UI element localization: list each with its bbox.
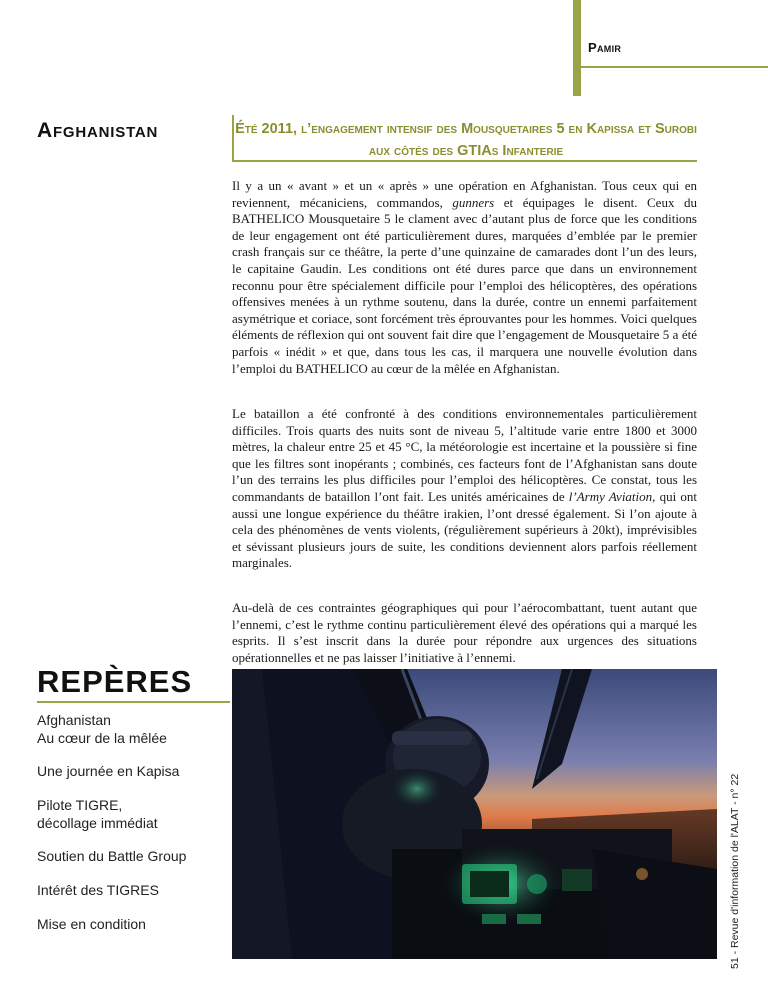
helicopter-cockpit-image xyxy=(232,669,717,959)
page-footer-vertical: 51 - Revue d'information de l'ALAT - n° 22 xyxy=(729,773,741,969)
reperes-item[interactable]: Une journée en Kapisa xyxy=(37,763,180,779)
reperes-heading: REPÈRES xyxy=(37,664,193,699)
accent-bar xyxy=(573,0,581,96)
cockpit-photo xyxy=(232,669,717,959)
section-rule xyxy=(573,66,768,68)
country-heading: Afghanistan xyxy=(37,119,159,142)
reperes-item[interactable]: Mise en condition xyxy=(37,916,146,932)
paragraph-1: Il y a un « avant » et un « après » une opération en Afghanistan. Tous ceux qui en reviennent, mécaniciens, commandos, gunners et équipages le disent. Ceux du BATHELICO Mousquetaire 5 le clament avec d’autant plus de force que les conditions de leur engagement ont été particulièrement dures, marquées d’emblée par le premier crash français sur ce théâtre, la perte d’une quinzaine de camarades dont l’un des leurs, le capitaine Gaudin. Les conditions ont été dures parce que dans un environnement reconnu pour être spécialement difficile pour l’emploi des hélicoptères, des opérations offensives menées à un rythme soutenu, dans la durée, contre un ennemi parfaitement asymétrique et coriace, sont forcément très éprouvantes pour les hommes. Voici quelques éléments de réflexion qui ont souvent fait dire que l’engagement de Mousquetaire 5 a été parfois « inédit » et que, dans tous les cas, il marquera une nouvelle évolution dans l’emploi du BATHELICO au cœur de la mêlée en Afghanistan. xyxy=(232,178,697,376)
reperes-rule xyxy=(37,701,230,703)
reperes-item[interactable]: Soutien du Battle Group xyxy=(37,848,187,864)
title-rule-horizontal xyxy=(232,160,697,162)
section-label: Pamir xyxy=(588,40,622,55)
reperes-item[interactable]: Afghanistan Au cœur de la mêlée xyxy=(37,712,167,746)
paragraph-3: Au-delà de ces contraintes géographiques qui pour l’aérocombattant, tuent autant que l’ennemi, c’est le rythme continu particulièrement élevé des opérations qui a marqué les esprits. Il s’est inscrit dans la durée pour répondre aux urgences des situations opérationnelles et ne pas laisser l’initiative à l’ennemi. xyxy=(232,600,697,665)
paragraph-2: Le bataillon a été confronté à des conditions environnementales particulièrement difficiles. Trois quarts des nuits sont de niveau 5, l’altitude varie entre 1800 et 3000 mètres, la chaleur entre 25 et 45 °C, la météorologie est incertaine et la poussière si fine que les filtres sont inopérants ; combinés, ces facteurs font de l’Afghanistan sans doute l’un des terrains les plus difficiles pour l’emploi des hélicoptères. Ce constat, tous les commandants de bataillon l’ont fait. Les unités américaines de l’Army Aviation, qui ont aussi une longue expérience du théâtre irakien, l’ont dressé également. Si l’on ajoute à cela des phénomènes de vents violents, (régulièrement supérieurs à 20kt), imprévisibles et sévissant plusieurs jours de suite, les conditions deviennent alors parfois réellement marginales. xyxy=(232,406,697,571)
article-title: Été 2011, l’engagement intensif des Mousquetaires 5 en Kapissa et Surobi aux côtés des GTIAs Infanterie xyxy=(235,121,697,159)
reperes-item[interactable]: Pilote TIGRE, décollage immédiat xyxy=(37,797,158,831)
reperes-item[interactable]: Intérêt des TIGRES xyxy=(37,882,159,898)
